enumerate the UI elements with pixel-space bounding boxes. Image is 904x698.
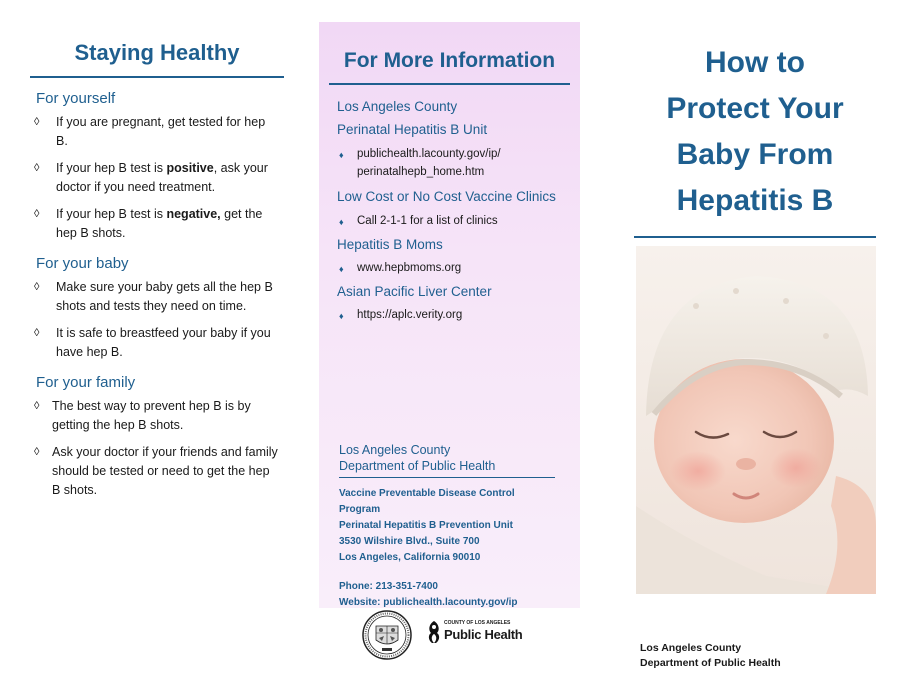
diamond-bullet-icon: ♦ xyxy=(339,264,344,274)
public-health-logo-small-text: COUNTY OF LOS ANGELES xyxy=(444,620,511,626)
phone-text[interactable]: Phone: 213-351-7400 xyxy=(339,581,438,592)
more-information-panel xyxy=(319,22,580,608)
list-item: ◊ It is safe to breastfeed your baby if you have hep B. xyxy=(34,326,271,359)
list-item: ◊ The best way to prevent hep B is by getting the hep B shots. xyxy=(34,399,251,432)
hepb-moms-heading: Hepatitis B Moms xyxy=(337,237,443,252)
list-item: ◊ If your hep B test is negative, get the hep B shots. xyxy=(34,207,263,240)
diamond-bullet-icon: ◊ xyxy=(34,208,40,220)
positive-emphasis: positive xyxy=(166,161,214,175)
website-link[interactable]: Website: publichealth.lacounty.gov/ip xyxy=(339,597,518,608)
contact-block xyxy=(339,442,555,611)
perinatal-unit-heading: Perinatal Hepatitis B Unit xyxy=(337,122,488,137)
cover-panel xyxy=(634,40,876,238)
for-yourself-list xyxy=(30,113,284,243)
diamond-bullet-icon: ◊ xyxy=(34,281,40,293)
vaccine-call-item: ♦ Call 2-1-1 for a list of clinics xyxy=(319,212,580,230)
list-item: ◊ If you are pregnant, get tested for hep B. xyxy=(34,115,266,148)
apl-center-heading: Asian Pacific Liver Center xyxy=(337,284,492,299)
logos-row xyxy=(362,610,532,664)
for-your-baby-heading: For your baby xyxy=(36,255,129,272)
staying-healthy-panel xyxy=(30,40,284,508)
public-health-logo-text: Public Health xyxy=(444,627,523,642)
negative-emphasis: negative, xyxy=(166,207,221,221)
baby-illustration-icon xyxy=(636,246,876,594)
footer-organization: Los Angeles County Department of Public Health xyxy=(640,642,781,669)
county-seal-icon xyxy=(362,610,412,660)
diamond-bullet-icon: ♦ xyxy=(339,217,344,227)
for-your-family-heading: For your family xyxy=(36,374,136,391)
public-health-mark-icon xyxy=(426,620,442,644)
list-item: ◊ Make sure your baby gets all the hep B shots and tests they need on time. xyxy=(34,280,273,313)
diamond-bullet-icon: ◊ xyxy=(34,327,40,339)
hepb-moms-link[interactable]: ♦ www.hepbmoms.org xyxy=(319,259,580,277)
vaccine-clinics-heading: Low Cost or No Cost Vaccine Clinics xyxy=(337,189,556,204)
for-your-family-list xyxy=(30,397,284,500)
contact-phone-website xyxy=(339,579,555,611)
sleeping-baby-photo xyxy=(636,246,876,594)
for-yourself-heading: For yourself xyxy=(36,90,116,107)
list-item: ◊ If your hep B test is positive, ask your doctor if you need treatment. xyxy=(34,161,268,194)
diamond-bullet-icon: ◊ xyxy=(34,400,40,412)
apl-link[interactable]: ♦ https://aplc.verity.org xyxy=(319,306,580,324)
diamond-bullet-icon: ◊ xyxy=(34,116,40,128)
contact-organization: Los Angeles County Department of Public Health xyxy=(339,442,555,478)
diamond-bullet-icon: ♦ xyxy=(339,150,344,160)
diamond-bullet-icon: ◊ xyxy=(34,162,40,174)
cover-title: How to Protect Your Baby From Hepatitis B xyxy=(634,40,876,238)
diamond-bullet-icon: ◊ xyxy=(34,446,40,458)
diamond-bullet-icon: ♦ xyxy=(339,311,344,321)
contact-address: Vaccine Preventable Disease Control Program Perinatal Hepatitis B Prevention Unit 3530 Wilshire Blvd., Suite 700 Los Angeles, California 90010 xyxy=(339,488,515,563)
staying-healthy-title: Staying Healthy xyxy=(30,40,284,78)
list-item: ◊ Ask your doctor if your friends and family should be tested or need to get the hep B shots. xyxy=(34,445,278,497)
for-your-baby-list xyxy=(30,278,284,362)
perinatal-link[interactable]: ♦ publichealth.lacounty.gov/ip/ perinatalhepb_home.htm xyxy=(339,148,501,178)
la-county-heading: Los Angeles County xyxy=(337,99,458,114)
more-information-title: For More Information xyxy=(329,49,570,85)
